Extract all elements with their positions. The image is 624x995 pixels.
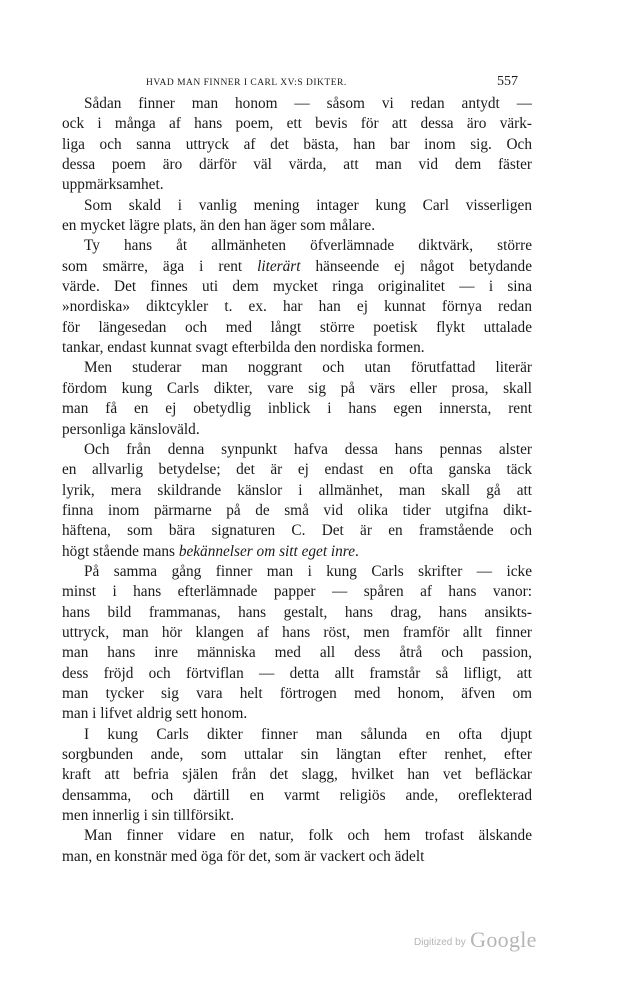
text-line: uttryck, man hör klangen af hans röst, men framför allt finner xyxy=(62,623,532,641)
text-line: minst i hans efterlämnade papper — spåren af hans vanor: xyxy=(62,583,532,601)
text-line: för längesedan och med långt större poetisk flykt uttalade xyxy=(62,318,532,336)
text-line: Ty hans åt allmänheten öfverlämnade diktvärk, större xyxy=(84,237,532,255)
text-line: kraft att befria själen från det slagg, hvilket han vet befläckar xyxy=(62,766,532,784)
paragraph xyxy=(62,358,532,439)
paragraph xyxy=(62,562,532,725)
text-line: dessa poem äro därför väl värda, att man vid dem fäster xyxy=(62,156,532,174)
text-line: uppmärksamhet. xyxy=(62,176,164,194)
italic-phrase: bekännelser om sitt eget inre xyxy=(178,542,355,560)
text-line: dess fröjd och förtviflan — detta allt framstår så lifligt, att xyxy=(62,664,532,682)
text-line: Man finner vidare en natur, folk och hem trofast älskande xyxy=(84,827,532,845)
text-line: ock i många af hans poem, ett bevis för att dessa äro värk- xyxy=(62,115,532,133)
body-text xyxy=(62,94,532,867)
text-line: men innerlig i sin tillförsikt. xyxy=(62,807,235,825)
text-line: I kung Carls dikter finner man sålunda en ofta djupt xyxy=(84,725,532,743)
text-line: tankar, endast kunnat svagt efterbilda den nordiska formen. xyxy=(62,339,425,357)
text-line: en allvarlig betydelse; det är ej endast en ofta ganska täck xyxy=(62,461,532,479)
paragraph xyxy=(62,440,532,562)
paragraph xyxy=(62,236,532,358)
watermark-prefix: Digitized by xyxy=(414,937,466,948)
text-line: liga och sanna uttryck af det bästa, han bar inom sig. Och xyxy=(62,135,532,153)
text-line: häftena, som bära signaturen C. Det är en framstående och xyxy=(62,522,532,540)
text-line: man hans inre människa med all dess åtrå och passion, xyxy=(62,644,532,662)
text-line: hans bild frammanas, hans gestalt, hans drag, hans ansikts- xyxy=(62,603,532,621)
text-line: man i lifvet aldrig sett honom. xyxy=(62,705,248,723)
text-line: finna inom pärmarne på de små vid olika tider utgifna dikt- xyxy=(62,501,532,519)
text-line: man tycker sig vara helt förtrogen med honom, äfven om xyxy=(62,684,532,702)
google-logo: Google xyxy=(470,927,537,952)
text-line: personliga känsloväld. xyxy=(62,420,200,438)
text-line: en mycket lägre plats, än den han äger som målare. xyxy=(62,217,376,235)
text-line: som smärre, äga i rent literärt hänseende ej något betydande xyxy=(62,257,532,275)
running-title: HVAD MAN FINNER I CARL XV:S DIKTER. xyxy=(146,78,347,88)
italic-phrase: literärt xyxy=(257,257,301,275)
text-line: högt stående mans bekännelser om sitt eget inre. xyxy=(62,542,359,560)
paragraph xyxy=(62,725,532,827)
text-line: Men studerar man noggrant och utan förutfattad literär xyxy=(84,359,532,377)
paragraph xyxy=(62,94,532,196)
text-line: »nordiska» diktcykler t. ex. har han ej kunnat förnya redan xyxy=(62,298,532,316)
text-line: fördom kung Carls dikter, vare sig på värs eller prosa, skall xyxy=(62,379,532,397)
text-line: sorgbunden ande, som uttalar sin längtan efter renhet, efter xyxy=(62,746,532,763)
paragraph xyxy=(62,826,532,867)
paragraph xyxy=(62,196,532,237)
text-line: densamma, och därtill en varmt religiös ande, oreflekterad xyxy=(62,786,532,804)
text-line: Som skald i vanlig mening intager kung Carl visserligen xyxy=(84,196,532,214)
text-line: värde. Det finnes uti dem mycket ringa originalitet — i sina xyxy=(62,278,532,296)
running-header xyxy=(92,72,518,94)
text-line: På samma gång finner man i kung Carls skrifter — icke xyxy=(84,562,532,580)
text-line: Sådan finner man honom — såsom vi redan antydt — xyxy=(84,95,532,112)
text-line: lyrik, mera skildrande känslor i allmänhet, man skall gå att xyxy=(62,481,532,499)
text-line: man, en konstnär med öga för det, som är vackert och ädelt xyxy=(62,847,425,865)
text-line: Och från denna synpunkt hafva dessa hans pennas alster xyxy=(84,440,532,458)
text-line: man få en ej obetydlig inblick i hans egen innersta, rent xyxy=(62,400,532,418)
digitized-by-google-watermark xyxy=(414,927,537,953)
page-number: 557 xyxy=(497,74,518,89)
